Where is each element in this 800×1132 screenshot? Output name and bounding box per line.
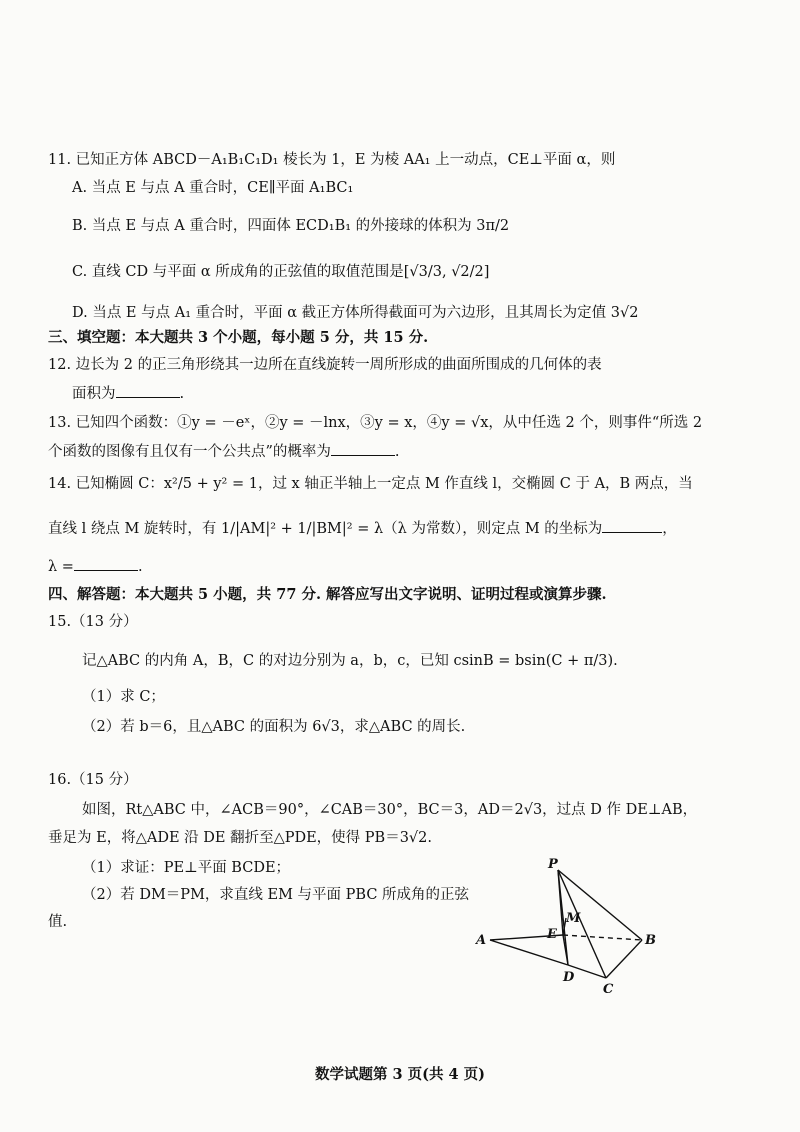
label-M: M: [566, 911, 581, 926]
q14-answer-blank-1[interactable]: [602, 518, 662, 533]
q13-text: 个函数的图像有且仅有一个公共点”的概率为: [48, 444, 331, 460]
label-B: B: [645, 933, 656, 948]
q14-answer-blank-2[interactable]: [74, 556, 138, 571]
q14-line2: 直线 l 绕点 M 旋转时，有 1/|AM|² + 1/|BM|² = λ（λ 为常数），则定点 M 的坐标为 ，: [48, 518, 760, 539]
edge-PB: [558, 870, 642, 940]
q13-line1: 13. 已知四个函数：①y = －eˣ，②y = －lnx，③y = x，④y = √x，从中任选 2 个，则事件“所选 2: [48, 415, 703, 431]
q15-part2: （2）若 b＝6，且△ABC 的面积为 6√3，求△ABC 的周长.: [82, 719, 466, 735]
q15-part1: （1）求 C；: [82, 689, 165, 705]
q14-text: 直线 l 绕点 M 旋转时，有 1/|AM|² + 1/|BM|² = λ（λ 为常数），则定点 M 的坐标为: [48, 521, 603, 537]
q13-answer-blank[interactable]: [331, 441, 395, 456]
q12-answer-blank[interactable]: [116, 383, 180, 398]
q16-line1: 如图，Rt△ABC 中，∠ACB＝90°，∠CAB＝30°，BC＝3，AD＝2√3，过点 D 作 DE⊥AB，: [82, 802, 698, 818]
q16-part2-cont: 值.: [48, 914, 68, 930]
q12-line1: 12. 边长为 2 的正三角形绕其一边所在直线旋转一周所形成的曲面所围成的几何体的表: [48, 357, 602, 373]
edge-AD: [490, 940, 568, 965]
geometry-figure: [470, 850, 690, 1000]
q16-part1: （1）求证：PE⊥平面 BCDE；: [82, 860, 291, 876]
label-D: D: [563, 970, 575, 985]
q16-part2: （2）若 DM＝PM，求直线 EM 与平面 PBC 所成角的正弦: [82, 887, 470, 903]
q11-option-a: A. 当点 E 与点 A 重合时，CE∥平面 A₁BC₁: [72, 180, 354, 196]
q14-line3: λ = .: [48, 556, 760, 577]
q11-stem: 11. 已知正方体 ABCD－A₁B₁C₁D₁ 棱长为 1，E 为棱 AA₁ 上一动点，CE⊥平面 α，则: [48, 152, 616, 168]
q12-line2: 面积为 .: [72, 383, 760, 404]
q16-heading: 16.（15 分）: [48, 772, 138, 788]
edge-EB-hidden: [563, 935, 642, 940]
q14-lambda: λ =: [48, 559, 74, 575]
q14-line1: 14. 已知椭圆 C：x²/5 + y² = 1，过 x 轴正半轴上一定点 M 作直线 l，交椭圆 C 于 A，B 两点，当: [48, 476, 693, 492]
page-footer: 数学试题第 3 页(共 4 页): [314, 1066, 486, 1083]
q11-option-d: D. 当点 E 与点 A₁ 重合时，平面 α 截正方体所得截面可为六边形，且其周长为定值 3√2: [72, 305, 639, 321]
q11-option-b: B. 当点 E 与点 A 重合时，四面体 ECD₁B₁ 的外接球的体积为 3π/2: [72, 218, 510, 234]
label-A: A: [476, 933, 487, 948]
q12-text: 面积为: [72, 386, 116, 402]
q13-line2: 个函数的图像有且仅有一个公共点”的概率为 .: [48, 441, 760, 462]
section-3-heading: 三、填空题：本大题共 3 个小题，每小题 5 分，共 15 分.: [48, 329, 429, 346]
edge-CB: [606, 940, 642, 978]
q11-option-c: C. 直线 CD 与平面 α 所成角的正弦值的取值范围是[√3/3, √2/2]: [72, 264, 490, 280]
section-4-heading: 四、解答题：本大题共 5 小题，共 77 分. 解答应写出文字说明、证明过程或演算步骤.: [48, 586, 607, 603]
q16-line2: 垂足为 E，将△ADE 沿 DE 翻折至△PDE，使得 PB＝3√2.: [48, 830, 433, 846]
label-C: C: [603, 982, 614, 997]
q15-stem: 记△ABC 的内角 A，B，C 的对边分别为 a，b，c，已知 csinB = bsin(C + π/3).: [82, 653, 618, 669]
label-E: E: [547, 927, 557, 942]
q15-heading: 15.（13 分）: [48, 614, 138, 630]
label-P: P: [548, 857, 558, 872]
